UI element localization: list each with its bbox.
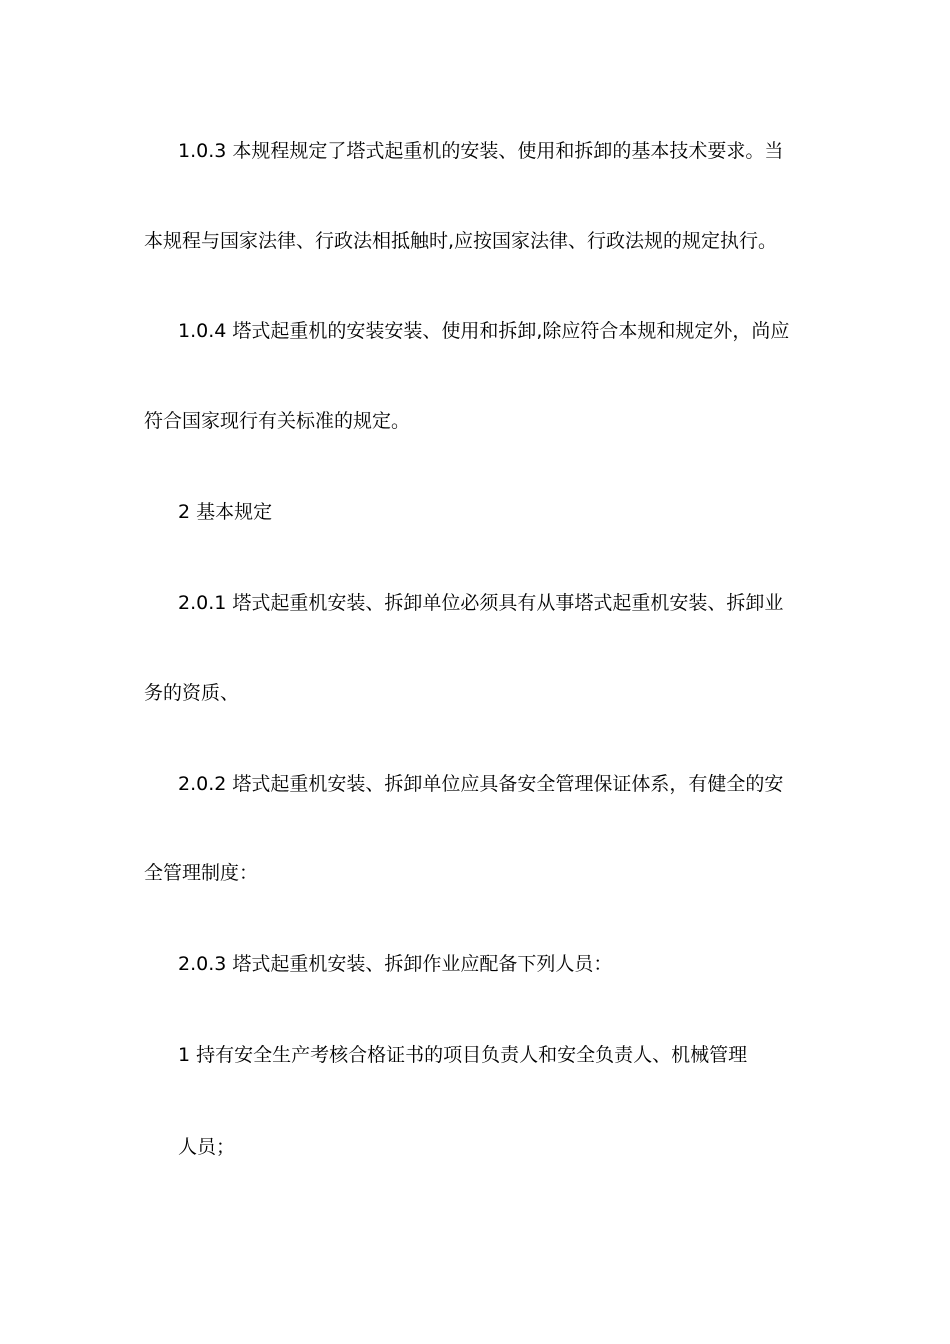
section-heading: 2 基本规定 — [178, 501, 273, 523]
list-item-1-line-2: 人员； — [178, 1136, 236, 1158]
clause-2-0-3-line-1: 2.0.3 塔式起重机安装、拆卸作业应配备下列人员： — [178, 953, 613, 975]
clause-2-0-1-line-2: 务的资质、 — [144, 682, 240, 704]
clause-1-0-4-line-2: 符合国家现行有关标准的规定。 — [144, 410, 411, 432]
clause-1-0-4-line-1: 1.0.4 塔式起重机的安装安装、使用和拆卸,除应符合本规和规定外，尚应 — [178, 320, 790, 342]
clause-2-0-2-line-1: 2.0.2 塔式起重机安装、拆卸单位应具备安全管理保证体系，有健全的安 — [178, 773, 784, 795]
clause-2-0-1-line-1: 2.0.1 塔式起重机安装、拆卸单位必须具有从事塔式起重机安装、拆卸业 — [178, 592, 784, 614]
clause-2-0-2-line-2: 全管理制度： — [144, 862, 259, 884]
list-item-1-line-1: 1 持有安全生产考核合格证书的项目负责人和安全负责人、机械管理 — [178, 1044, 748, 1066]
clause-1-0-3-line-2: 本规程与国家法律、行政法相抵触时,应按国家法律、行政法规的规定执行。 — [144, 230, 778, 252]
clause-1-0-3-line-1: 1.0.3 本规程规定了塔式起重机的安装、使用和拆卸的基本技术要求。当 — [178, 140, 784, 162]
